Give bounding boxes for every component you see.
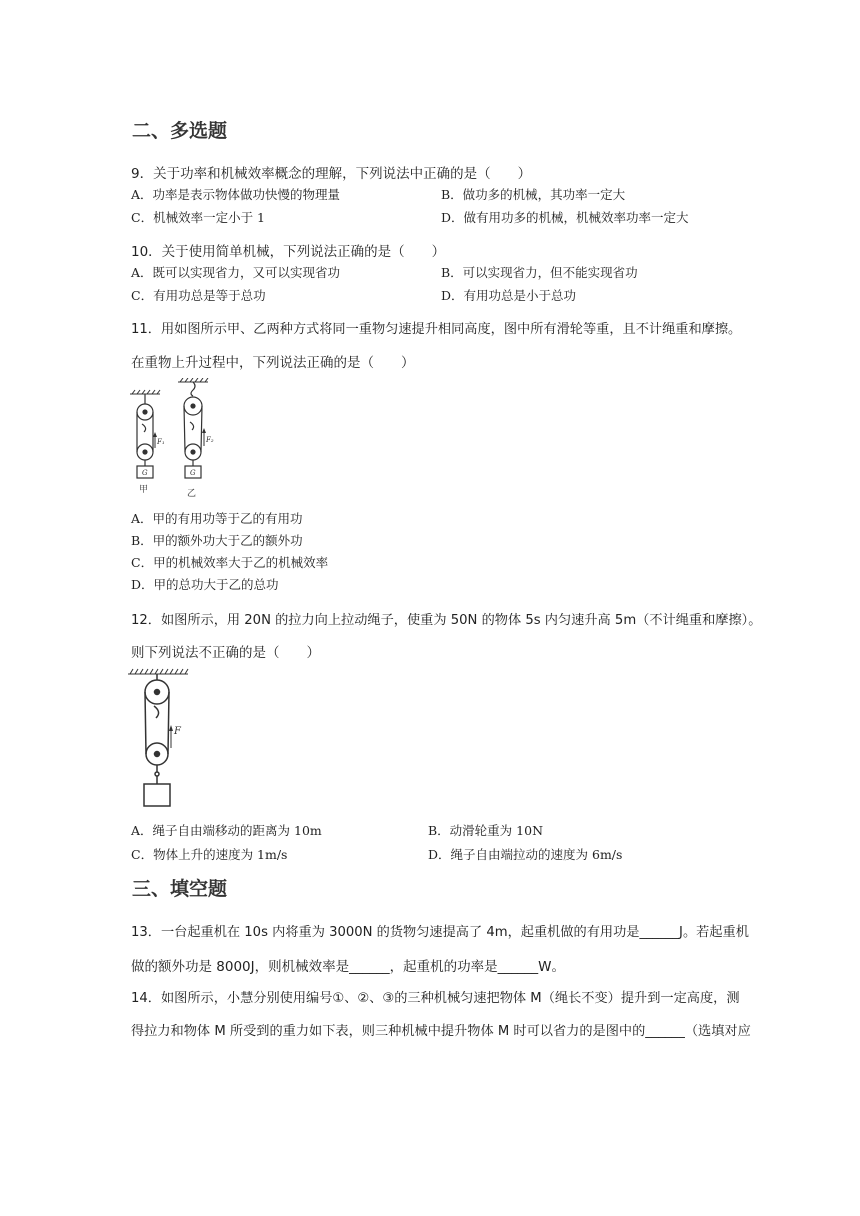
question-11-option-d: D．甲的总功大于乙的总功 [131, 577, 279, 592]
figure-force-label: F [174, 726, 181, 737]
question-12-stem-line2: 则下列说法不正确的是（ ） [131, 645, 320, 661]
question-12-stem-line1: 12．如图所示，用 20N 的拉力向上拉动绳子，使重为 50N 的物体 5s 内匀速升高 5m（不计绳重和摩擦）。 [131, 613, 762, 628]
question-11-stem-line1: 11．用如图所示甲、乙两种方式将同一重物匀速提升相同高度，图中所有滑轮等重，且不计绳重和摩擦。 [131, 322, 742, 337]
question-9-option-b: B．做功多的机械，其功率一定大 [441, 187, 626, 202]
question-9-option-c: C．机械效率一定小于 1 [131, 210, 265, 225]
question-10-option-b: B．可以实现省力，但不能实现省功 [441, 265, 638, 280]
question-12-option-a: A．绳子自由端移动的距离为 10m [131, 823, 322, 838]
question-12-option-c: C．物体上升的速度为 1m/s [131, 847, 288, 862]
figure-weight-right-label: G [190, 469, 196, 477]
question-14-line1: 14．如图所示，小慧分别使用编号①、②、③的三种机械匀速把物体 M（绳长不变）提升到一定高度，测 [131, 991, 740, 1006]
question-13-line1: 13．一台起重机在 10s 内将重为 3000N 的货物匀速提高了 4m，起重机做的有用功是______J。若起重机 [131, 925, 749, 940]
question-9-option-d: D．做有用功多的机械，机械效率功率一定大 [441, 210, 689, 225]
section-title-fill-blank: 三、填空题 [132, 878, 228, 900]
question-10-stem: 10．关于使用简单机械，下列说法正确的是（ ） [131, 244, 446, 260]
figure-caption-yi: 乙 [187, 489, 197, 499]
question-11-option-a: A．甲的有用功等于乙的有用功 [131, 511, 303, 526]
question-14-line2: 得拉力和物体 M 所受到的重力如下表，则三种机械中提升物体 M 时可以省力的是图中的______（选填对应 [131, 1024, 751, 1039]
question-9-option-a: A．功率是表示物体做功快慢的物理量 [131, 187, 341, 202]
question-9-stem: 9．关于功率和机械效率概念的理解，下列说法中正确的是（ ） [131, 166, 532, 182]
question-10-option-a: A．既可以实现省力，又可以实现省功 [131, 265, 341, 280]
question-12-option-d: D．绳子自由端拉动的速度为 6m/s [428, 847, 623, 862]
question-10-option-c: C．有用功总是等于总功 [131, 288, 266, 303]
figure-weight-left-label: G [142, 469, 148, 477]
figure-force-f2-label: F₂ [206, 436, 214, 444]
question-11-option-c: C．甲的机械效率大于乙的机械效率 [131, 555, 329, 570]
question-12-pulley-figure [126, 668, 192, 812]
question-11-pulley-figure [124, 378, 220, 502]
question-11-option-b: B．甲的额外功大于乙的额外功 [131, 533, 303, 548]
question-13-line2: 做的额外功是 8000J，则机械效率是______，起重机的功率是______W。 [131, 959, 565, 975]
figure-force-f1-label: F₁ [157, 438, 165, 446]
figure-caption-jia: 甲 [139, 485, 149, 495]
question-10-option-d: D．有用功总是小于总功 [441, 288, 577, 303]
section-title-multiple-choice: 二、多选题 [132, 120, 228, 142]
question-11-stem-line2: 在重物上升过程中，下列说法正确的是（ ） [131, 355, 415, 371]
question-12-option-b: B．动滑轮重为 10N [428, 823, 544, 838]
